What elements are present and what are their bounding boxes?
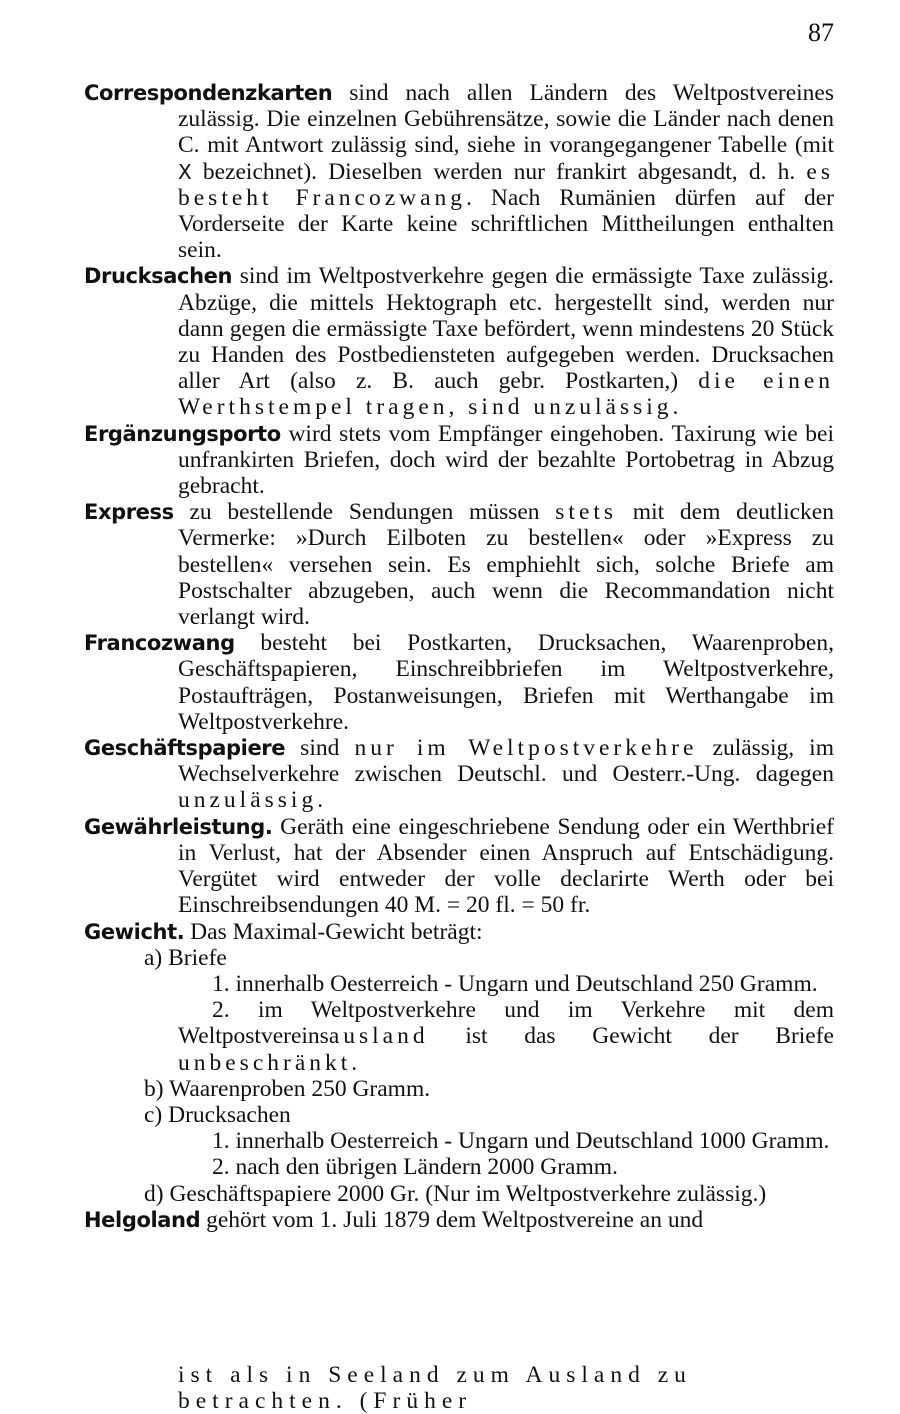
entry-text: . xyxy=(351,1049,358,1076)
entry-text: sind xyxy=(285,735,355,762)
entry-text-spaced: es besteht Francozwang xyxy=(178,158,834,211)
gewicht-item-a: a) Briefe xyxy=(144,944,227,971)
entry-text: . Nach Rumänien dürfen auf der Vorderseite der Karte keine schriftlichen Mittheilungen enthalten sein. xyxy=(178,184,834,264)
entry-text: sind im Weltpostverkehre gegen die ermässigte Taxe zulässig. Abzüge, die mittels Hektograph etc. hergestellt sind, werden nur dann gegen die ermässigte Taxe befördert, wenn mindestens 20 Stück zu Handen des Postbediensteten aufgegeben werden. Drucksachen aller Art (also z. B. auch gebr. Postkarten,) xyxy=(178,263,834,395)
entry-text: . xyxy=(672,394,679,421)
entry-term: Geschäftspapiere xyxy=(84,736,286,761)
entry-ergaenzungsporto xyxy=(84,421,834,500)
entry-term: Gewährleistung. xyxy=(84,814,273,839)
entry-text: 2. im Weltpostverkehre und im Verkehre mit dem Weltpostvereins xyxy=(178,997,834,1050)
entry-term: Drucksachen xyxy=(84,264,233,289)
entry-text-spaced: nur im Weltpostverkehre xyxy=(354,735,698,762)
entry-gewaehrleistung xyxy=(84,814,834,919)
cut-off-line xyxy=(84,1362,834,1414)
entry-drucksachen xyxy=(84,263,834,420)
entry-text: gehört vom 1. Juli 1879 dem Weltpostvereine an und xyxy=(200,1206,704,1233)
entry-helgoland xyxy=(84,1207,834,1233)
entry-term: Helgoland xyxy=(84,1207,201,1232)
page-body xyxy=(84,80,834,1233)
entry-text-spaced: unbeschränkt xyxy=(178,1049,352,1076)
entry-geschaeftspapiere xyxy=(84,735,834,814)
entry-express xyxy=(84,499,834,630)
entry-text: Geräth eine eingeschriebene Sendung oder ein Werthbrief in Verlust, hat der Absender einen Anspruch auf Entschädigung. Vergütet wird entweder der volle declarirte Werth oder bei Einschreibsendungen 40 M. = 20 fl. = 50 fr. xyxy=(178,813,834,919)
entry-text-spaced: ausland xyxy=(328,1023,429,1050)
entry-term: Francozwang xyxy=(84,631,235,656)
entry-text: ist das Gewicht der Briefe xyxy=(428,1023,834,1050)
cross-mark-icon: X xyxy=(178,159,192,184)
gewicht-item-c1: 1. innerhalb Oesterreich - Ungarn und Deutschland 1000 Gramm. xyxy=(212,1128,830,1155)
gewicht-item-a2 xyxy=(84,997,834,1076)
page-number: 87 xyxy=(808,18,834,47)
entry-text: bezeichnet). Dieselben werden nur frankirt abgesandt, d. h. xyxy=(191,158,807,185)
entry-correspondenzkarten xyxy=(84,80,834,263)
entry-term: Ergänzungsporto xyxy=(84,421,281,446)
entry-francozwang xyxy=(84,630,834,735)
entry-text-spaced: stets xyxy=(555,499,618,526)
gewicht-item-a1: 1. innerhalb Oesterreich - Ungarn und Deutschland 250 Gramm. xyxy=(212,970,818,997)
gewicht-item-d: d) Geschäftspapiere 2000 Gr. (Nur im Weltpostverkehre zulässig.) xyxy=(144,1180,767,1207)
entry-gewicht xyxy=(84,919,834,945)
gewicht-item-c2: 2. nach den übrigen Ländern 2000 Gramm. xyxy=(212,1154,618,1181)
entry-text-spaced: unzulässig xyxy=(178,787,318,814)
entry-text: . xyxy=(317,787,324,814)
entry-text: Das Maximal-Gewicht beträgt: xyxy=(184,918,483,945)
entry-term: Express xyxy=(84,500,174,525)
entry-text: zu bestellende Sendungen müssen xyxy=(173,499,556,526)
entry-term: Correspondenzkarten xyxy=(84,81,333,105)
entry-text: zulässig, im Wechselverkehre zwischen Deutschl. und Oesterr.-Ung. dagegen xyxy=(178,735,834,788)
entry-text: sind nach allen Ländern des Weltpostvereines zulässig. Die einzelnen Gebührensätze, sowie die Länder nach denen C. mit Antwort zulässig sind, siehe in vorangegangener Tabelle (mit xyxy=(178,80,834,159)
entry-text-spaced: die einen Werthstempel tragen, sind unzulässig xyxy=(178,368,834,421)
cut-off-text: ist als in Seeland zum Ausland zu betrachten. (Früher xyxy=(178,1362,692,1414)
entry-text: wird stets vom Empfänger eingehoben. Taxirung wie bei unfrankirten Briefen, doch wird der bezahlte Portobetrag in Abzug gebracht. xyxy=(178,420,834,500)
entry-term: Gewicht. xyxy=(84,919,185,944)
gewicht-item-b: b) Waarenproben 250 Gramm. xyxy=(144,1075,431,1102)
entry-text: mit dem deutlicken Vermerke: »Durch Eilboten zu bestellen« oder »Express zu bestellen« versehen sein. Es emphiehlt sich, solche Briefe am Postschalter abzugeben, auch wenn die Recommandation nicht verlangt wird. xyxy=(178,499,834,631)
gewicht-item-c: c) Drucksachen xyxy=(144,1101,291,1128)
entry-text: besteht bei Postkarten, Drucksachen, Waarenproben, Geschäftspapieren, Einschreibbriefen im Weltpostverkehre, Postaufträgen, Postanweisungen, Briefen mit Werthangabe im Weltpostverkehre. xyxy=(178,630,834,735)
